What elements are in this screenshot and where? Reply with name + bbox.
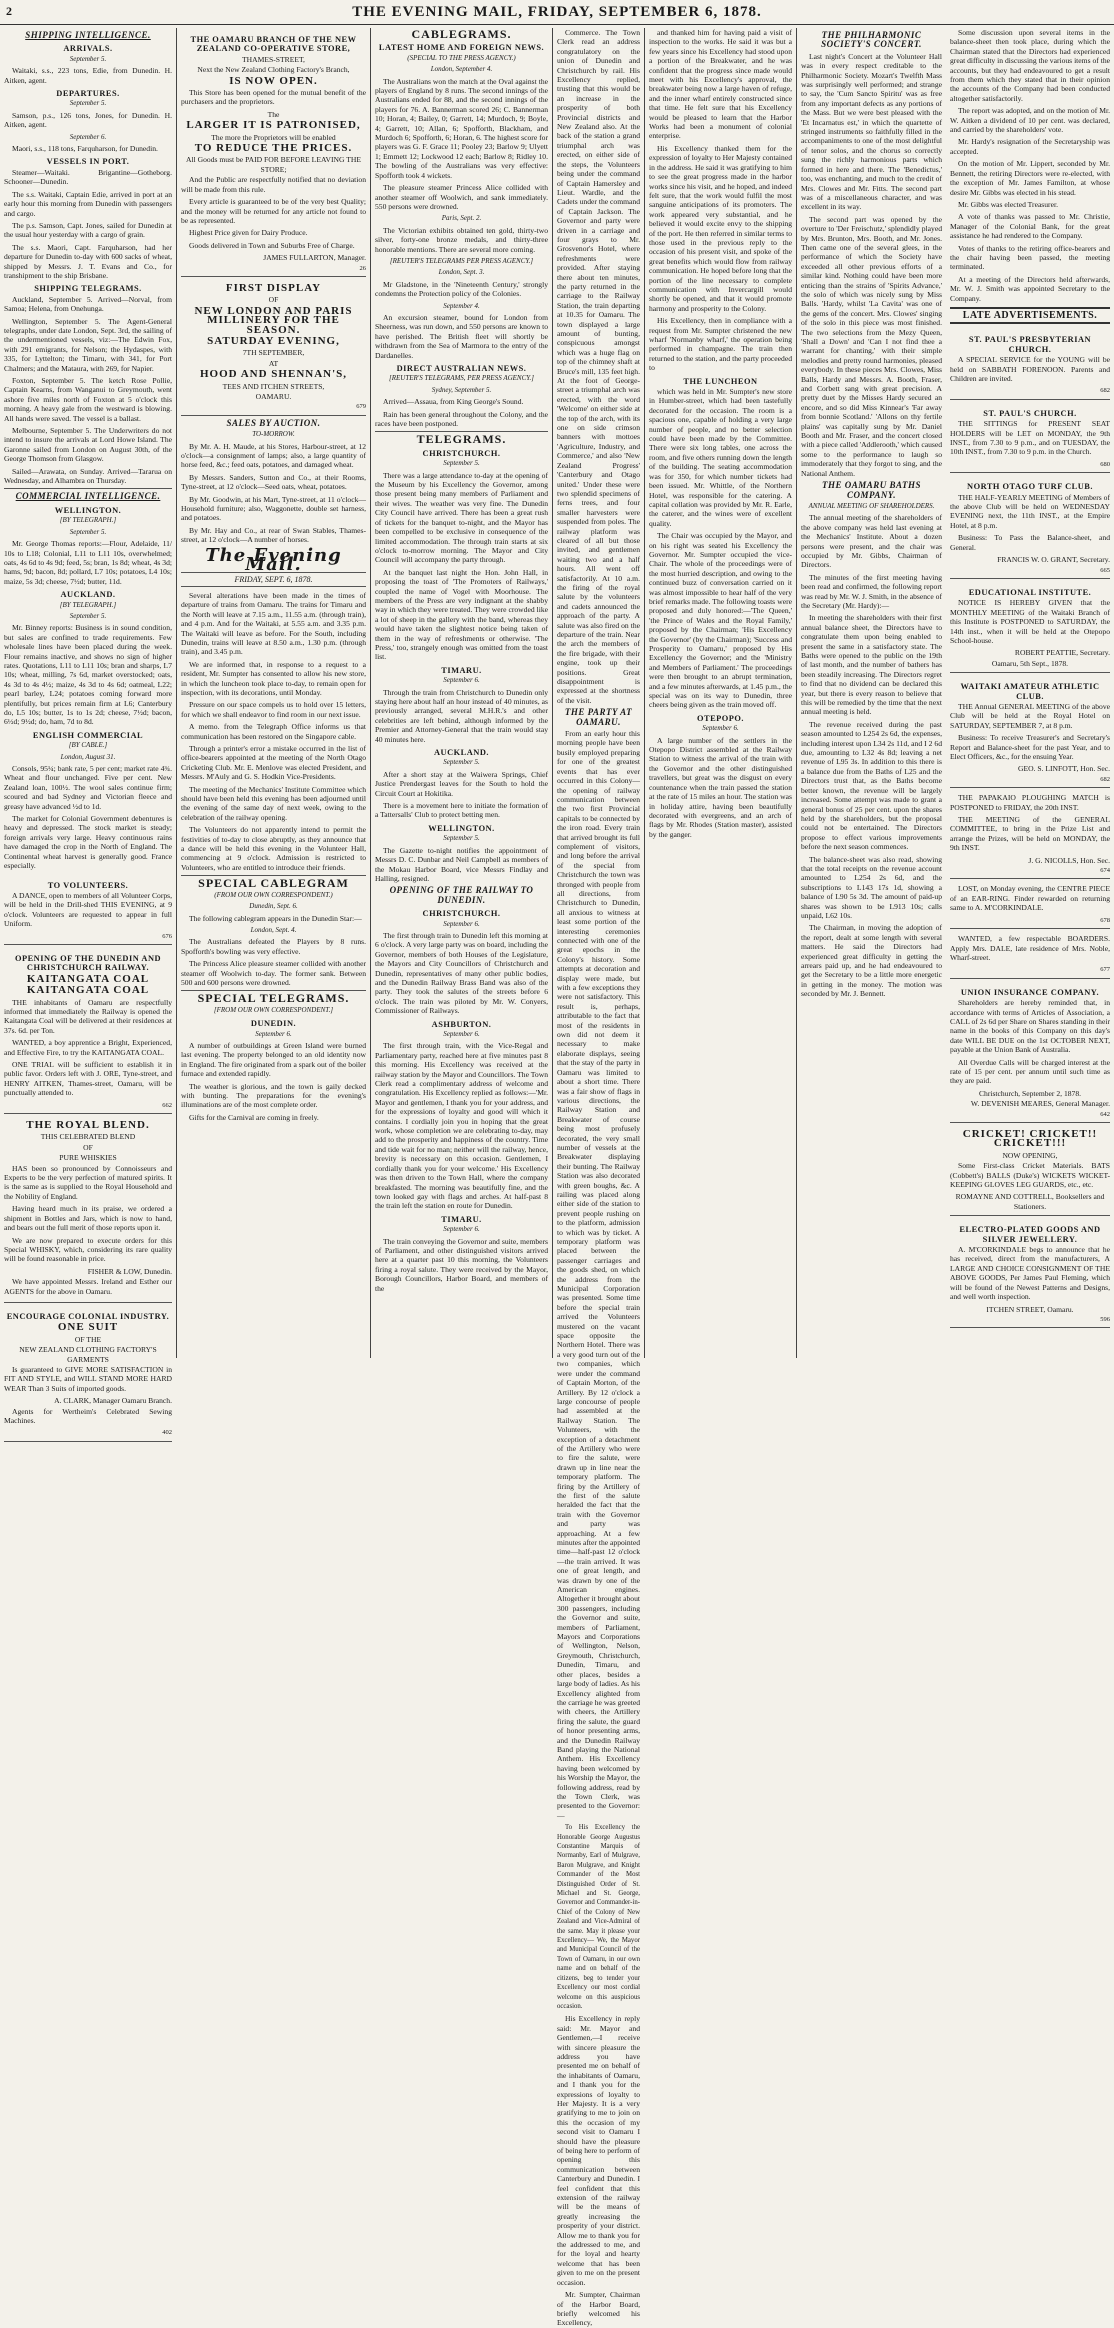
- ad-signature: W. DEVENISH MEARES, General Manager.: [970, 1099, 1110, 1109]
- ad-body: A SPECIAL SERVICE for the YOUNG will be held on SABBATH FORENOON. Parents and Children are invited.: [950, 355, 1110, 383]
- news-paragraph: From an early hour this morning people have been busily employed preparing for one of the greatest events that has ever occurred in this Colony—the opening of railway communication between the two first Provincial capitals to be connected by the iron road. Every train that arrived brought its full complement of visitors, and long before the arrival of the special from Christchurch the town was thronged with people from all directions, from Christchurch to Dunedin, all anxious to witness at least some portion of the interesting ceremonies connected with one of the great epochs in the Colony's history. Some attempts at decoration and display were made, but with a few exceptions they were not satisfactory. This result is, perhaps, attributable to the fact that most of the residents in own did not deem it necessary to make elaborate displays, seeing that the stay of the party in Oamaru was limited to about a short time. There was a fair show of flags in various directions, the Railway Station and Breakwater of course being most profusely decorated, the very small number of vessels at the Breakwater displaying their bunting. The Railway Station was also decorated with green boughs, &c. A railing was placed along either side of the station to prevent people rushing on to the platform, admission to which was by ticket. A temporary platform was placed between the passenger carriages and the goods shed, on which the address from the Municipal Corporation was presented. Some time before the special train arrived the Volunteers mustered on the vacant space opposite the Northern Hotel. There was a very good turn out of the two companies, which were under the command of Captain Morton, of the Artillery. By 12 o'clock a large concourse of people had assembled at the Railway Station. The Volunteers, with the exception of a detachment of the Artillery who were to fire the salute, were drawn up in line near the temporary platform. The firing by the Artillery of the first of the salute heralded the fact that the train with the Governor and party was approaching. At a few minutes after the appointed time—half-past 12 o'clock—the train arrived. It was one of great length, and was drawn by one of the American engines. Altogether it brought about 300 passengers, including the Governor and suite, members of Parliament, Mayors and Corporations of Wellington, Nelson, Greymouth, Christchurch, Dunedin, Timaru, and other places, besides a large body of ladies. As his Excellency alighted from the carriage he was greeted with cheers, the Artillery firing the salute, the guard of honor presenting arms, and the Dunedin Railway Band playing the National Anthem. His Excellency having been welcomed by his Worship the Mayor, the following address, read by the Town Clerk, was presented to the Governor:—: [557, 729, 640, 1820]
- ad-line: 7TH SEPTEMBER,: [242, 348, 305, 358]
- ad-number: 662: [162, 1101, 172, 1109]
- byline: [REUTER'S TELEGRAMS, PER PRESS AGENCY.]: [389, 374, 534, 383]
- baths-subheading: ANNUAL MEETING OF SHAREHOLDERS.: [808, 501, 935, 510]
- ad-number: 596: [1100, 1315, 1110, 1323]
- auckland-heading: AUCKLAND.: [434, 748, 489, 758]
- review-paragraph: Last night's Concert at the Volunteer Hall was in every respect creditable to the Philharmonic Society. Mozart's Twelfth Mass was surprisingly well performed; and strange to say, the 'Cum Sancto Spiritu' was as free from any important defects as any portions of the Mass. But we were best pleased with the 'Et Incarnatus est,' in which the quartette of stringed instruments so faithfully filled in the accompaniments to one of the most delightful of tenor solos, and the chorus so correctly sung the richly harmonious parts which formed in here and there. The 'Benedictus,' too, was enchanting, and much to the credit of Mrs. Clowes and Mr. Fitts. The second part was of a miscellaneous character, and was excellent in its way.: [801, 51, 942, 212]
- column-5: [644, 28, 796, 1358]
- ad-body: Business: To receive Treasurer's and Secretary's Report and Balance-sheet for the past Year, and to Elect Officers, &c., for the ensuing Year.: [950, 733, 1110, 761]
- ad-line: OF: [268, 295, 279, 305]
- auckland-report: Mr. Binney reports: Business is in sound condition, but sales are confined to trade requirements. Few wholesale lines have been placed during the week. Flour remains inactive, and shows no sign of higher rates. Quotations, L11 to L11 10s; bran and sharps, L7 10s; wheat, milling, 7s 6d, market overstocked; oats, 4s 3d to 4s 4½; maize, 4s 3d to 4s 6d; oatmeal, L22; pearl barley, L24; potatoes coming forward more plentifully, but prices remain firm at L6; Canterbury do, L5 10s; butter, 1s to 1s 2d; cheese, 7½d; bacon, 6½d; 9½d; do, ham, 7d to 8d.: [4, 623, 172, 727]
- ad-number: 682: [1100, 387, 1110, 395]
- byline: [BY CABLE.]: [68, 741, 108, 750]
- editorial-paragraph: A memo. from the Telegraph Office informs us that communication has been restored on the Singapore cable.: [181, 722, 366, 741]
- ad-body: Shareholders are hereby reminded that, in accordance with terms of Articles of Association, a CALL of 2s 6d per Share on Shares standing in their name in the books of this Company on this day's date WILL BE DUE on the 1st OCTOBER NEXT, payable at the Union Bank of Australia.: [950, 998, 1110, 1055]
- ad-subtitle: THAMES-STREET,: [242, 54, 305, 64]
- educational-institute-ad: [950, 581, 1110, 673]
- electro-plated-ad: [950, 1218, 1110, 1328]
- philharmonic-heading: THE PHILHARMONIC SOCIETY'S CONCERT.: [821, 30, 922, 50]
- report-paragraph: Mr. Hardy's resignation of the Secretaryship was accepted.: [950, 137, 1110, 156]
- news-paragraph: The train conveying the Governor and suite, members of Parliament, and other distinguished visitors arrived here at a quarter past 10 this morning, the Volunteers firing a royal salute. They were received by the Mayor, Borough Councillors, Harbor Board, and members of the: [375, 1236, 548, 1293]
- ad-signature: JAMES FULLARTON, Manager.: [263, 253, 366, 263]
- shipping-paragraph: The p.s. Samson, Capt. Jones, sailed for Dunedin at the usual hour yesterday with a cargo of grain.: [4, 220, 172, 240]
- late-advertisements-heading: LATE ADVERTISEMENTS.: [950, 307, 1110, 324]
- ad-body: THE MEETING of the GENERAL COMMITTEE, to bring in the Prize List and arrange the Prizes, will be held on MONDAY, the 9th INST.: [950, 815, 1110, 853]
- editorial-paragraph: The Volunteers do not apparently intend to permit the festivities of to-day to close abruptly, as they announce that a dance will be held this evening in the Volunteer Hall, commencing at 9 o'clock. Admission is restricted to Volunteers, who are entitled to introduce their friends.: [181, 825, 366, 872]
- clothing-ad: [4, 1305, 172, 1442]
- english-commercial-heading: ENGLISH COMMERCIAL: [32, 730, 144, 740]
- dateline: September 6.: [443, 919, 480, 928]
- dateline: September 5.: [443, 758, 480, 767]
- report-paragraph: The revenue received during the past season amounted to L254 2s 6d, the expenses, including interest upon L34 2s 11d, and I 2 6d due, amounting to L32 4s 8d; leaving a net revenue of L95 3s. In addition to this there is a balance due from the Baths of L25 and the Directors trust that, as the Baths become better known, the revenue will be largely increased. Some attempt was made to grant a general bonus of 25 per cent. upon the shares held by the shareholders, but the proposal could not be entertained. The Directors propose to effect various improvements before the next season commences.: [801, 719, 942, 852]
- sales-heading: SALES BY AUCTION.: [226, 417, 321, 428]
- ad-title: NEW LONDON AND PARIS MILLINERY FOR THE SEASON.: [194, 304, 353, 336]
- news-paragraph: There is a movement here to initiate the formation of a Tattersalls' Club to protect betting men.: [375, 801, 548, 820]
- ad-signature: FISHER & LOW, Dunedin.: [87, 1266, 172, 1276]
- dateline: London, Sept. 4.: [250, 925, 297, 934]
- news-paragraph: The Chair was occupied by the Mayor, and on his right was seated his Excellency the Governor. Mr. Sumpter occupied the vice-Chair. The whole of the proceedings were of the most hurried description, and owing to the continued buzz of conversation carried on it was almost impossible to hear half of the very brief remarks made. The following toasts were proposed and duly honored:—'The Queen,' 'the Prince of Wales and the Royal Family,' proposed by the Chairman; 'His Excellency the Governor' (by the Chairman); 'Success and Prosperity to Oamaru,' proposed by His Excellency the Governor; and the 'Ministry and Members of Parliament.' The proceedings were then brought to an abrupt termination, and a few minutes afterwards, at 1.45 p.m., the special was on its way to Dunedin, three cheers being given as the train moved off.: [649, 531, 792, 710]
- telegram-paragraph: A number of outbuildings at Green Island were burned last evening. The property belonged to an old identity now in England. The fire originated from a spark out of the boiler furnace and extended rapidly.: [181, 1040, 366, 1079]
- vessels-heading: VESSELS IN PORT.: [46, 157, 130, 167]
- masthead: [0, 0, 1114, 25]
- byline: [REUTER'S TELEGRAMS PER PRESS AGENCY.]: [389, 256, 534, 265]
- report-paragraph: Mr. Gibbs was elected Treasurer.: [958, 199, 1058, 209]
- wanted-ad: [950, 931, 1110, 979]
- cablegrams-heading: CABLEGRAMS.: [411, 27, 512, 41]
- ad-signature: ROBERT PEATTIE, Secretary.: [1014, 648, 1110, 658]
- luncheon-heading: THE LUNCHEON: [683, 376, 758, 386]
- ad-signature: A. CLARK, Manager Oamaru Branch.: [54, 1396, 172, 1406]
- ad-number: 677: [1100, 966, 1110, 974]
- sale-entry: By Mr. A. H. Maude, at his Stores, Harbour-street, at 12 o'clock—a consignment of lamps; also, a large quantity of horse feed, &c.; feed oats, potatoes, and damaged wheat.: [181, 441, 366, 470]
- telegram-entry: Sailed—Arawata, on Sunday. Arrived—Tararua on Wednesday, and Alhambra on Thursday.: [4, 466, 172, 486]
- news-paragraph: His Excellency in reply said: Mr. Mayor and Gentlemen,—I receive with sincere pleasure the address you have presented me on behalf of the inhabitants of Oamaru, and I thank you for the expressions of loyalty to Her Majesty. It is a very gratifying to me to join on this the occasion of my second visit to Oamaru I should have the pleasure of being here to perform of opening this communication between Canterbury and Dunedin. I feel confident that this extension of the railway will be the means of greatly increasing the prosperity of your district. Allow me to thank you for the addressed to me, and for the loyal and hearty welcome that has been given to me on the present occasion.: [557, 2014, 640, 2287]
- baths-company-heading: THE OAMARU BATHS COMPANY.: [821, 480, 922, 500]
- shipping-telegrams-heading: SHIPPING TELEGRAMS.: [34, 284, 142, 294]
- news-paragraph: The first through train, with the Vice-Regal and Parliamentary party, reached here at five minutes past 8 this morning. His Excellency was received at the railway station by the Mayor and Councillors. The Town Clerk read a complimentary address of welcome and congratulation. His Excellency replied as follows:—'Mr. Mayor and gentlemen, I thank you for your address, and for the expressions of loyalty and good will which it contains. I cordially join you in hoping that the great work, whose completion we are celebrating to-day, may add to the prosperity and happiness of the country. Time and tide wait for no man; neither will the railway, hence, brevity is necessary on this occasion. Gentlemen, I cordially thank you for your welcome.' His Excellency was then driven to the Town Hall, where the company breakfasted. The morning was beautifully fine, and the town looked gay with flags and arches. At half-past 8 the train left the station en route for Dunedin.: [375, 1041, 548, 1211]
- departure-entry: Samson, p.s., 126 tons, Jones, for Dunedin. H. Aitken, agent.: [4, 110, 172, 130]
- shipping-heading: SHIPPING INTELLIGENCE.: [25, 30, 151, 40]
- wellington-heading: WELLINGTON.: [428, 823, 495, 833]
- auckland-heading: AUCKLAND.: [60, 590, 116, 600]
- ad-body: NOTICE IS HEREBY GIVEN that the MONTHLY MEETING of the Waitaki Branch of this Institute is POSTPONED to SATURDAY, the 14th inst., when it will be held at the Otepopo School-house.: [950, 598, 1110, 645]
- cablegram-paragraph: The following cablegram appears in the Dunedin Star:—: [189, 913, 362, 923]
- cooperative-store-ad: [181, 28, 366, 277]
- ad-body: THE Annual GENERAL MEETING of the above Club will be held at the Royal Hotel on SATURDAY, SEPTEMBER 7, at 8 p.m.: [950, 701, 1110, 730]
- ad-body: A. M'CORKINDALE begs to announce that he has received, direct from the manufacturers, A LARGE AND CHOICE CONSIGNMENT OF THE ABOVE GOODS, Per James Paul Fleming, which will be found of the Newest Patterns and Designs, and well worth inspection.: [950, 1245, 1110, 1302]
- report-paragraph: The annual meeting of the shareholders of the above company was held last evening at the Mechanics' Institute. About a dozen persons were present, and the chair was occupied by Mr. Gibbs, Chairman of Directors.: [801, 513, 942, 570]
- ad-line: TEES AND ITCHEN STREETS,: [222, 381, 325, 391]
- ad-body: WANTED, a few respectable BOARDERS. Apply Mrs. DALE, late residence of Mrs. Noble, Wharf-street.: [950, 934, 1110, 962]
- report-paragraph: A vote of thanks was passed to Mr. Christie, Manager of the Colonial Bank, for the great assistance he had rendered to the Company.: [950, 212, 1110, 241]
- st-pauls-church-ad: [950, 402, 1110, 473]
- ad-body: LOST, on Monday evening, the CENTRE PIECE of an EAR-RING. Finder rewarded on returning same to A. M'CORKINDALE.: [950, 884, 1110, 913]
- arrivals-date: September 5.: [69, 54, 107, 63]
- ad-number: 682: [1100, 775, 1110, 783]
- ad-body: Is guaranteed to GIVE MORE SATISFACTION in FIT AND STYLE, and WILL STAND MORE HARD WEAR Than 3 Suits of imported goods.: [4, 1364, 172, 1393]
- ad-heading: THE OAMARU BRANCH OF THE NEW ZEALAND CO-OPERATIVE STORE,: [190, 35, 357, 54]
- ad-number: 676: [162, 932, 172, 940]
- wellington-heading: WELLINGTON.: [54, 505, 122, 515]
- ad-body: ONE TRIAL will be sufficient to establish it in public favor. Orders left with J. ORE, Tyne-street, and HENRY AITKEN, Thames-street, Oamaru, will be punctually attended to.: [4, 1060, 172, 1098]
- lost-ad: [950, 881, 1110, 929]
- ad-body: WANTED, a boy apprentice a Bright, Experienced, and Effective Fire, to try the KAITANGATA COAL.: [4, 1038, 172, 1057]
- departures-heading: DEPARTURES.: [56, 89, 120, 99]
- ad-heading: NORTH OTAGO TURF CLUB.: [967, 482, 1093, 492]
- ad-body: THE PAPAKAIO PLOUGHING MATCH is POSTPONED to FRIDAY, the 20th INST.: [950, 793, 1110, 812]
- wellington-report: Mr. George Thomas reports:—Flour, Adelaide, 11/ 10s to L18; Colonial, L11 to L11 10s, overwhelmed; oats, 4s 6d to 4s 9d; feed, 5s; bran, 1s 8d; wheat, 4s 3d; hams, 9d; bacon, 8d; pollard, L7 10s; potatoes, L4 10s; maize, 5s 3d; cheese, 7½d; butter, 11d.: [4, 539, 172, 586]
- byline: [BY TELEGRAPH.]: [59, 600, 117, 609]
- ad-number: 678: [1100, 916, 1110, 924]
- dateline: London, September 4.: [430, 65, 493, 74]
- ad-body: Business: To Pass the Balance-sheet, and General.: [950, 533, 1110, 552]
- news-paragraph: Through the train from Christchurch to Dunedin only staying here about half an hour instead of 40 minutes, as previously arranged, several M.H.R.'s and other celebrities are left behind, although informed by the Premier and Attorney-General that the train would stay 40 minutes here.: [375, 687, 548, 744]
- report-paragraph: The Chairman, in moving the adoption of the report, dealt at some length with several matters. He said the Directors had experienced great difficulty in getting the arrears paid up, and he had endeavoured to get the Secretary to be a little more energetic in getting in the money. The motion was seconded by Mr. J. Bennett.: [801, 923, 942, 999]
- byline: [BY TELEGRAPH.]: [59, 516, 117, 525]
- column-1: [0, 28, 176, 1437]
- sale-entry: By Mr. Goodwin, at his Mart, Tyne-street, at 11 o'clock—Household furniture; also, Waggonette, double set harness, and potatoes.: [181, 494, 366, 523]
- ad-number: 665: [1100, 566, 1110, 574]
- ad-subtitle: OF THE: [74, 1334, 102, 1344]
- news-paragraph: and thanked him for having paid a visit of inspection to the works. He said it was but a few years since his Excellency had stood upon a portion of the Breakwater, and he was confident that the progress since made would meet with his Excellency's approval, the breakwater being now a large haven of refuge, and the inner wharf entirely constructed since that time. He felt sure that his Excellency would be pleased to learn that the Harbor Works had been a monument of colonial enterprise.: [649, 28, 792, 141]
- report-paragraph: The minutes of the first meeting having been read and confirmed, the following report was read by Mr. W. J. Smith, in the absence of the Secretary (Mr. Hardy):—: [801, 572, 942, 610]
- ad-body: Highest Price given for Dairy Produce.: [189, 228, 308, 238]
- report-paragraph: Votes of thanks to the retiring office-bearers and the chair having been passed, the meeting terminated.: [950, 243, 1110, 272]
- byline: (SPECIAL TO THE PRESS AGENCY.): [407, 53, 516, 62]
- news-paragraph: A large number of the settlers in the Otepopo District assembled at the Railway Station to witness the arrival of the train with the Governor and the other distinguished travellers, but great was the disgust on every countenance when the train passed the station at the rate of 15 miles an hour. The station was in holiday attire, having been beautifully decorated with evergreens, and an arch of flags by Mr. Rhodes (Station master), assisted by the ganger.: [649, 735, 792, 839]
- cablegram-paragraph: The Victorian exhibits obtained ten gold, thirty-two silver, forty-one bronze medals, and thirty-three honorable mentions. There are several more coming.: [375, 225, 548, 254]
- commercial-heading: COMMERCIAL INTELLIGENCE.: [15, 491, 161, 502]
- english-report: The market for Colonial Government debentures is heavy and depressed. The stock market is steady; foreign arrivals very large. Heavy continuous rains have damaged the crop in the North of England. The Continental wheat harvest is generally good. France especially.: [4, 814, 172, 871]
- ad-subtitle: THIS CELEBRATED BLEND: [40, 1132, 136, 1142]
- column-4: [552, 28, 644, 2328]
- ad-body: HAS been so pronounced by Connoisseurs and Experts to be the very perfection of matured spirits. It is the same as is supplied to the Royal Household and the Nobility of England.: [4, 1163, 172, 1201]
- ad-title: KAITANGATA COAL: [26, 984, 150, 997]
- news-paragraph: Commerce. The Town Clerk read an address congratulatory on the union of Dunedin and Christchurch by rail. His Excellency replied, trusting that this would be an increase in the prosperity of both Provincial districts and New Zealand also. At the back of the station a grand triumphal arch was erected, on either side of the steps, the Volunteers being under the command of Captain Hamersley and Lieut. Wardle, and the Cadets under the command of Captain Jackson. The Governor and party were driven in a carriage and four grays to Mr. Grosvenor's Hotel, where refreshments were provided. After staying there about ten minutes, the party returned in the carriage to the Railway Station, the train departing at 10.35 for Oamaru. The town displayed a large amount of bunting, conspicuous amongst which was a huge flag on top of the chimney shaft at Bruce's mill, 135 feet high. At the foot of George-street a triumphal arch was erected, with the word 'Welcome' on either side at the top of the arch, with its one on side crimson banners with mottoes 'Agriculture, Industry, and Commerce,' and also 'New Zealand Progress' 'Canterbury and Otago united.' Under these were two splendid specimens of ferns trees, and four smaller harvesters were suspended from poles. The railway platform was cleared of all but those invited, and gentlemen waiting two and a half hours. All went off satisfactorily. At 10 a.m. the firing of the royal salute by the volunteers and cadets announced the approach of the party. A salute was also fired on the departure of the train. Near the arch the members of the fire brigade, with their engine, took up their positions. Great disappointment is expressed at the shortness of the visit.: [557, 28, 640, 705]
- ad-subtitle: OF: [83, 1142, 93, 1152]
- cablegram-paragraph: Mr Gladstone, in the 'Nineteenth Century,' strongly condemns the Protection policy of the Colonies.: [375, 279, 548, 299]
- ad-title: FIRST DISPLAY: [225, 281, 322, 294]
- ad-body: We have appointed Messrs. Ireland and Esther our AGENTS for the above in Oamaru.: [4, 1277, 172, 1296]
- ad-heading: WAITAKI AMATEUR ATHLETIC CLUB.: [960, 682, 1100, 701]
- report-paragraph: The balance-sheet was also read, showing that the total receipts on the revenue account amounted to L254 2s 6d, and the subscriptions to L143 17s 1d, showing a balance of L90 5s 3d. The amount of paid-up shares was shown to be L913 10s; calls unpaid, L62 10s.: [801, 854, 942, 920]
- timaru-heading: TIMARU.: [441, 1214, 482, 1224]
- editorial-paragraph: Pressure on our space compels us to hold over 15 letters, for which we shall endeavor to find room in our next issue.: [181, 700, 366, 719]
- news-paragraph: The Gazette to-night notifies the appointment of Messrs D. C. Dunbar and Neil Campbell as members of the Mokau Harbor Board, vice Messrs Findlay and Halling, resigned.: [375, 845, 548, 883]
- ad-body: We are now prepared to execute orders for this Special WHISKY, which, considering its rare quality will be found reasonable in price.: [4, 1235, 172, 1264]
- dateline: September 5.: [69, 611, 107, 620]
- telegram-entry: Foxton, September 5. The ketch Rose Pollie, Captain Kearns, from Wanganui to Greymouth, went ashore five miles north of Foxton at 5 o'clock this morning. A heavy gale from the westward is blowing. All hands were saved. The vessel is a ballast.: [4, 376, 172, 423]
- cricket-ad: [950, 1125, 1110, 1216]
- ad-signature: ITCHEN STREET, Oamaru.: [986, 1304, 1074, 1314]
- kaitangata-ad: [4, 947, 172, 1114]
- ad-title: KAITANGATA COAL: [26, 972, 150, 985]
- cablegram-paragraph: The Princess Alice pleasure steamer collided with another steamer off Woolwich to-day. The former sank. Between 500 and 600 persons were drowned.: [181, 959, 366, 987]
- special-cablegram-heading: SPECIAL CABLEGRAM: [198, 876, 349, 891]
- party-at-oamaru-heading: THE PARTY AT OAMARU.: [564, 707, 633, 727]
- ad-number: 402: [162, 1429, 172, 1437]
- ad-body: Some First-class Cricket Materials. BATS (Cobbett's) BALLS (Duke's) WICKETS WICKET-KEEPING GLOVES LEG GUARDS, etc., etc.: [950, 1161, 1110, 1190]
- ashburton-heading: ASHBURTON.: [431, 1019, 492, 1029]
- dateline: September 6.: [443, 1225, 480, 1234]
- ploughing-match-ad: [950, 790, 1110, 879]
- editorial-paragraph: We are informed that, in response to a request to a resident, Mr. Sumpter has consented to allow his new store, in which the luncheon took place to-day, to remain open for inspection, with its decorations, until Monday.: [181, 659, 366, 697]
- ad-number: 642: [1100, 1110, 1110, 1118]
- ad-body: THE SITTINGS for PRESENT SEAT HOLDERS will be LET on MONDAY, the 9th INST., from 7.30 to 9 p.m., and on TUESDAY, the 10th INST., from 7.30 to 9 p.m. in the Church.: [950, 419, 1110, 457]
- ad-body: Every article is guaranteed to be of the very best Quality; and the money will be returned for any article not found to be as represented.: [181, 197, 366, 225]
- cablegram-paragraph: The pleasure steamer Princess Alice collided with another steamer off Woolwich, and sank immediately. 550 persons were drowned.: [375, 183, 548, 211]
- departure-entry-2: Maori, s.s., 118 tons, Farquharson, for Dunedin.: [12, 144, 158, 154]
- ad-title: TO REDUCE THE PRICES.: [194, 142, 353, 155]
- report-paragraph: On the motion of Mr. Lippert, seconded by Mr. Bennett, the retiring Directors were re-elected, with the exception of Mr. James Familton, at whose desire Mr. Gibbs was elected in his stead.: [950, 159, 1110, 197]
- newspaper-title: THE EVENING MAIL, FRIDAY, SEPTEMBER 6, 1878.: [352, 4, 762, 20]
- column-3: [370, 28, 552, 1358]
- dateline: London, August 31.: [60, 752, 116, 761]
- dateline: September 5.: [443, 459, 480, 468]
- ad-signature: ROMAYNE AND COTTRELL, Booksellers and Stationers.: [955, 1192, 1105, 1211]
- page-number: 2: [6, 4, 12, 18]
- ad-title: HOOD AND SHENNAN'S,: [199, 368, 348, 381]
- byline: (FROM OUR OWN CORRESPONDENT.): [214, 890, 333, 899]
- arrivals-heading: ARRIVALS.: [63, 44, 113, 54]
- ad-date: Oamaru, 5th Sept., 1878.: [991, 658, 1069, 668]
- ad-number: 679: [356, 403, 366, 411]
- ad-body: THE HALF-YEARLY MEETING of Members of the above Club will be held on WEDNESDAY EVENING next, the 11th INST., at the Empire Hotel, at 8 p.m.: [950, 492, 1110, 530]
- ad-body: All Overdue Calls will be charged interest at the rate of 15 per cent. per annum until such time as they are paid.: [950, 1057, 1110, 1086]
- editorial-dateline: FRIDAY, SEPT. 6, 1878.: [181, 572, 366, 587]
- ad-body: A DANCE, open to members of all Volunteer Corps, will be held in the Drill-shed THIS EVENING, at 9 o'clock. Volunteers are requested to appear in full Uniform.: [4, 890, 173, 929]
- ad-heading: ST. PAUL'S PRESBYTERIAN CHURCH.: [968, 335, 1092, 354]
- dateline: London, Sept. 3.: [438, 268, 485, 277]
- column-6: [796, 28, 946, 1358]
- ad-signature: FRANCIS W. O. GRANT, Secretary.: [997, 555, 1110, 565]
- dateline: September 6.: [443, 1030, 480, 1038]
- ad-heading: TO VOLUNTEERS.: [47, 880, 129, 890]
- ad-heading: EDUCATIONAL INSTITUTE.: [968, 587, 1092, 597]
- news-paragraph: After a short stay at the Waiwera Springs, Chief Justice Prendergast leaves for the South to hold the Circuit Court at Hokitika.: [375, 769, 548, 798]
- address-text: To His Excellency the Honorable George Augustus Constantine Marquis of Normanby, Earl of Mulgrave, Baron Mulgrave, and Knight Commander of the Most Distinguished Order of St. Michael and St. George, Governor and Commander-in-Chief of the Colony of New Zealand and Vice-Admiral of the same. May it please your Excellency— We, the Mayor and Municipal Council of the Town of Oamaru, in our own name and on behalf of the citizens, beg to tender your Excellency our most cordial welcome on this auspicious occasion.: [557, 1824, 640, 2010]
- christchurch-heading: CHRISTCHURCH.: [422, 909, 501, 919]
- dateline: Dunedin, Sept. 6.: [249, 902, 298, 911]
- st-pauls-presbyterian-ad: [950, 328, 1110, 399]
- shipping-paragraph: The s.s. Maori, Capt. Farquharson, had her departure for Dunedin to-day with 600 sacks of wheat, shipped by Messrs. J. T. Evans and Co., for transhipment to the ship Brisbane.: [4, 242, 172, 280]
- ad-body: Having heard much in its praise, we ordered a shipment in Bottles and Jars, which is now to hand, and bears out the full merit of those reports upon it.: [4, 1204, 172, 1233]
- byline: [FROM OUR OWN CORRESPONDENT.]: [213, 1005, 334, 1014]
- ad-heading: UNION INSURANCE COMPANY.: [960, 987, 1100, 997]
- royal-blend-ad: [4, 1116, 172, 1303]
- ad-number: 680: [1100, 460, 1110, 468]
- news-paragraph: Arrived—Assaua, from King George's Sound.: [383, 397, 524, 407]
- shipping-paragraph: The s.s. Waitaki, Captain Edie, arrived in port at an early hour this morning from Dunedin with passengers and cargo.: [4, 189, 172, 218]
- cablegram-paragraph: The Australians won the match at the Oval against the players of England by 8 runs. The second innings of the Australians ended for 88, and the second innings of the players for 76. A. Bannerman scored 26; C. Bannerman 10; Horan, 4; Bailey, 0; Garrett, 14; Murdoch, 9; Boyle, 4; Garrett, 10; Allan, 6; Spofforth, Blackham, and Murdoch 6; Spofforth, 6; Horan, 6. The highest score for players was G. F. Grace 11; Pooley 23; Barlow 9; Ulyett 1; Emmett 12; Lockwood 12 each; Barlow 8; Ridley 10. The bowling of the Australians was very effective: Spofforth took 4 wickets.: [375, 76, 548, 180]
- ad-heading: ELECTRO-PLATED GOODS AND SILVER JEWELLERY.: [959, 1225, 1101, 1244]
- news-paragraph: Rain has been general throughout the Colony, and the races have been postponed.: [375, 409, 548, 429]
- departures-date-2: September 6.: [69, 132, 107, 141]
- athletic-club-ad: [950, 675, 1110, 788]
- union-insurance-ad: [950, 981, 1110, 1123]
- ad-line: The more the Proprietors will be enabled: [211, 132, 336, 142]
- dateline: Sydney, September 5.: [431, 385, 492, 394]
- report-paragraph: Some discussion upon several items in the balance-sheet then took place, during which the Chairman stated that the Directors had experienced great difficulty in discussing the various items of the accounts, but they had endeavoured to get a result from them which they stated that in their opinion the accounts of the Company had been conducted altogether satisfactorily.: [950, 28, 1110, 103]
- ad-body: Agents for Wertheim's Celebrated Sewing Machines.: [4, 1406, 172, 1425]
- newspaper-logo: The Evening Mail.: [205, 544, 342, 576]
- news-paragraph: which was held in Mr. Sumpter's new store in Humber-street, which had been tastefully decorated for the occasion. The room is a spacious one, capable of holding a very large number of people, and no better selection could have been made by the Committee. There were six long tables, one across the room, and five others running down the length of the building. The seating accommodation was for 350, for which number tickets had been issued. Mr. Whittle, of the Northern Hotel, was responsible for the catering. A capital collation was provided by Mr. R. Earle, the caterer, and the wines were of excellent quality.: [649, 387, 792, 528]
- ad-signature: J. G. NICOLLS, Hon. Sec.: [1028, 855, 1110, 865]
- dunedin-heading: DUNEDIN.: [250, 1019, 297, 1029]
- dateline: September 6.: [702, 724, 739, 733]
- arrival-entry: Waitaki, s.s., 223 tons, Edie, from Dunedin. H. Aitken, agent.: [4, 66, 172, 85]
- turf-club-ad: [950, 475, 1110, 579]
- review-paragraph: The second part was opened by the overture to 'Der Freischutz,' splendidly played by Mrs. Brunton, Mrs. Booth, and Mr. Jones. Then came one of the several glees, in the performance of which the Society have exceeded all other previous efforts of a similar kind. Nothing could have been more enticing than the strains of 'Spirits Advance,' the solo of which was nicely sung by Miss Balls. 'Hardy, whilst 'La Cavita' was one of the gems of the concert. Mrs. Clowes' singing of the solo in this piece was most finished. The two selections from the Mezy Queen, 'Shall a Down' and 'Can I not find thee a warrant for chanting,' with their simple melodies and pretty round harmonies, pleased everybody. In these pieces Mrs. Clowes, Miss Balls, Hardy and Messrs. A. Booth, Fraser, and Corbett sang with great precision. A pretty duet by the Misses Hardy secured an encore, and so did Miss Kinnear's 'Far away from bonnie Scotland.' 'Allons on thy fertile plains' was capitally sung by Mr. Daniel Booth and Mr. Fraser, and the concert closed with a piece called 'Addlerooth,' which caused some to the performance to laugh so immoderately that they forgot to sing, and the National Anthem.: [801, 214, 942, 478]
- special-telegrams-heading: SPECIAL TELEGRAMS.: [197, 991, 350, 1006]
- ad-line: All Goods must be PAID FOR BEFORE LEAVING THE STORE;: [186, 155, 361, 174]
- column-2: [176, 28, 370, 1358]
- telegrams-heading: TELEGRAMS.: [416, 432, 507, 447]
- ad-body: This Store has been opened for the mutual benefit of the purchasers and the proprietors.: [181, 88, 366, 107]
- english-report: Consols, 95¼; bank rate, 5 per cent; market rate 4¾. Wheat and flour unchanged. Five per cent. New Zealand loan, 100½. The wool sales continue firm; scoured and bad Sydney and Victorian fleece and greasy have advanced ½d to 1d.: [4, 764, 172, 811]
- dateline: September 5.: [443, 834, 480, 843]
- dateline: September 4.: [443, 301, 480, 310]
- news-paragraph: His Excellency, then in compliance with a request from Mr. Sumpter christened the new wharf 'Normanby wharf,' the operation being performed in champagne. The train then returned to the station, and the party proceeded to: [649, 316, 792, 373]
- telegram-entry: Wellington, September 5. The Agent-General telegraphs, under date London, Sept. 3rd, the sailing of the undermentioned vessels, viz:—The Edwin Fox, with 291 emigrants, for Nelson; the Hydaspes, with 335, for Lyttelton; the Timaru, with 341, for Port Chalmers; and the Mataura, with 269, for Napier.: [4, 316, 172, 373]
- ad-number: 26: [359, 264, 366, 272]
- ad-subtitle: Next the New Zealand Clothing Factory's Branch,: [197, 65, 350, 75]
- dateline: September 6.: [443, 676, 480, 685]
- ad-heading: OPENING OF THE DUNEDIN AND CHRISTCHURCH RAILWAY.: [14, 953, 162, 973]
- ad-title: THE ROYAL BLEND.: [26, 1119, 150, 1132]
- vessels-list: Steamer—Waitaki. Brigantine—Gotheborg. Schooner—Dunedin.: [4, 167, 172, 187]
- report-paragraph: In meeting the shareholders with their first annual balance sheet, the Directors have to congratulate them upon being enabled to present the same in a satisfactory state. The Baths were opened to the public on the 19th of last month, and the number of bathers has been steadily increasing. The Directors regret to find that no dividend can be declared this year, but there is every reason to believe that this will be remedied by the time that the next annual meeting is held.: [801, 613, 942, 717]
- telegram-entry: Auckland, September 5. Arrived—Norval, from Samoa; Helena, from Onehunga.: [4, 294, 172, 314]
- cablegram-paragraph: An excursion steamer, bound for London from Sheerness, was run down, and 550 persons are known to have perished. The British fleet will shortly be withdrawn from the Sea of Marmora to the entry of the Dardanelles.: [375, 312, 548, 360]
- ad-heading: ENCOURAGE COLONIAL INDUSTRY.: [6, 1311, 170, 1321]
- timaru-heading: TIMARU.: [441, 665, 482, 675]
- volunteers-ad: [4, 874, 172, 945]
- ad-line: OAMARU.: [255, 392, 292, 401]
- sales-subheading: TO-MORROW.: [252, 430, 295, 439]
- ad-body: And the Public are respectfully notified that no deviation will be made from this rule.: [181, 175, 366, 194]
- news-paragraph: The first through train to Dunedin left this morning at 6 o'clock. A very large party was on board, including the Governor, members of both Houses of the Legislature, the Mayors and City Councillors of Christchurch and Dunedin, representatives of many other public bodies, and the Dunedin Railway Brass Band was also of the party. They took the salutes of the streets before 6 o'clock. The train was piloted by Mr. W. Conyers, Commissioner of Railways.: [375, 930, 548, 1016]
- news-paragraph: Mr. Sumpter, Chairman of the Harbor Board, briefly welcomed his Excellency,: [557, 2290, 640, 2328]
- ad-title: LARGER IT IS PATRONISED,: [186, 119, 361, 132]
- ad-title: SATURDAY EVENING,: [207, 334, 340, 347]
- ad-heading: ST. PAUL'S CHURCH.: [983, 408, 1077, 418]
- news-paragraph: There was a large attendance to-day at the opening of the Museum by his Excellency the Governor, among those present being many members of Parliament and their wives. The weather was very fine. The Dunedin City Council have arrived. There has been a great rush of tickets for the banquet to-night, and the Mayor has been compelled to be exclusive in consequence of the limited accommodation. The through train starts at six o'clock to-morrow morning. The Mayor and City Council will accompany the party through.: [375, 470, 548, 565]
- news-paragraph: His Excellency thanked them for the expression of loyalty to Her Majesty contained in the address. He said it was gratifying to him to see the great progress made in the harbor works since his visit, and he hoped, and indeed felt sure, that the work would fulfil the most sanguine anticipations of its promoters. The work appeared very substantial, and he believed it would excite envy to the shipping of the port. He then referred in similar terms to those used in the previous reply to the occasion of his present visit, and spoke of the great benefits which would flow from railway communication. He hoped before long that the portion of the line necessary to complete communication with Invercargill would shortly be opened, and that it would promote harmony and prosperity to the Colony.: [649, 143, 792, 313]
- ad-title: CRICKET! CRICKET!! CRICKET!!!: [962, 1128, 1098, 1150]
- report-paragraph: At a meeting of the Directors held afterwards, Mr. W. J. Smith was appointed Secretary to the Company.: [950, 274, 1110, 303]
- ad-body: THE inhabitants of Oamaru are respectfully informed that immediately the Railway is opened the Kaitangata Coal will be delivered at their residences at 37s. 6d. per Ton.: [4, 997, 172, 1035]
- ad-subtitle: NOW OPENING,: [1002, 1150, 1058, 1160]
- departures-date: September 5.: [69, 99, 107, 108]
- millinery-ad: [181, 279, 366, 416]
- ad-body: Goods delivered in Town and Suburbs Free of Charge.: [189, 240, 355, 250]
- dateline: September 6.: [255, 1029, 292, 1038]
- direct-australian-heading: DIRECT AUSTRALIAN NEWS.: [396, 364, 527, 373]
- editorial-paragraph: The meeting of the Mechanics' Institute Committee which should have been held this evening has been adjourned until the evening of the same day of next week, owing to the celebration of the railway opening.: [181, 784, 366, 822]
- ad-title: ONE SUIT: [57, 1321, 119, 1334]
- sale-entry: By Messrs. Sanders, Sutton and Co., at their Rooms, Tyne-street, at 12 o'clock—Seed oats, wheat, potatoes.: [181, 472, 366, 492]
- column-7: [946, 28, 1114, 1358]
- telegram-entry: Melbourne, September 5. The Underwriters do not intend to insure the arrivals at Lord Howe Island. The Garonne sailed from London on August 30th, of the George Thomson from Glasgow.: [4, 426, 172, 464]
- news-paragraph: At the banquet last night the Hon. John Hall, in proposing the toast of 'The Promoters of Railways,' coupled the name of Vogel with Moorhouse. The members of the Press are very indignant at the shabby way in which they were treated. They were crowded like a lot of sheep in the gallery with the band, whereas they would have taken the slightest notice being taken of them in the way of refreshments or otherwise. 'The Press,' too, strangely enough was omitted from the toast list.: [375, 567, 548, 662]
- editorial-paragraph: Through a printer's error a mistake occurred in the list of office-bearers appointed at the meeting of the North Otago Cricketing Club. Mr. E. Menlove was elected President, and Messrs. M'Auly and G. S. Hodkin Vice-Presidents.: [181, 744, 366, 782]
- otepopo-heading: OTEPOPO.: [696, 713, 745, 723]
- ad-subtitle: PURE WHISKIES: [59, 1153, 117, 1163]
- ad-line: AT: [268, 358, 279, 368]
- editorial-paragraph: Several alterations have been made in the times of departure of trains from Oamaru. The trains for Timaru and the North will leave at 7.15 a.m., 11.55 a.m. (through train), and 4 p.m. And for the Waitaki, at 5.55 a.m. and 3.35 p.m. The Waitaki will leave as before. For the South, including Dunedin, trains will leave at 8.50 a.m., 1.30 p.m. (through train), and 3.45 p.m.: [181, 590, 366, 657]
- christchurch-heading: CHRISTCHURCH.: [422, 448, 501, 458]
- dateline: September 5.: [69, 527, 107, 536]
- ad-number: 674: [1100, 867, 1110, 875]
- dateline: Paris, Sept. 2.: [441, 214, 482, 223]
- telegram-paragraph: Gifts for the Carnival are coming in freely.: [189, 1112, 319, 1122]
- ad-signature: GEO. S. LINFOTT, Hon. Sec.: [1017, 764, 1110, 774]
- ad-subtitle: NEW ZEALAND CLOTHING FACTORY'S GARMENTS: [19, 1345, 157, 1364]
- cablegrams-subheading: LATEST HOME AND FOREIGN NEWS.: [378, 43, 545, 53]
- telegram-paragraph: The weather is glorious, and the town is gaily decked with bunting. The preparations for the evening's illuminations are of the most complete order.: [181, 1081, 366, 1110]
- sale-entry: By Mr. Hay and Co., at rear of Swan Stables, Thames-street, at 12 o'clock—A number of horses.: [181, 525, 366, 545]
- cablegram-paragraph: The Australians defeated the Players by 8 runs. Spofforth's bowling was very effective.: [181, 937, 366, 956]
- railway-opening-heading: OPENING OF THE RAILWAY TO DUNEDIN.: [389, 885, 534, 905]
- ad-title: IS NOW OPEN.: [229, 74, 318, 87]
- report-paragraph: The report was adopted, and on the motion of Mr. W. Aitken a dividend of 10 per cent. was declared, and carried by the shareholders' vote.: [950, 106, 1110, 135]
- ad-line: The: [267, 109, 280, 119]
- ad-date: Christchurch, September 2, 1878.: [978, 1088, 1082, 1098]
